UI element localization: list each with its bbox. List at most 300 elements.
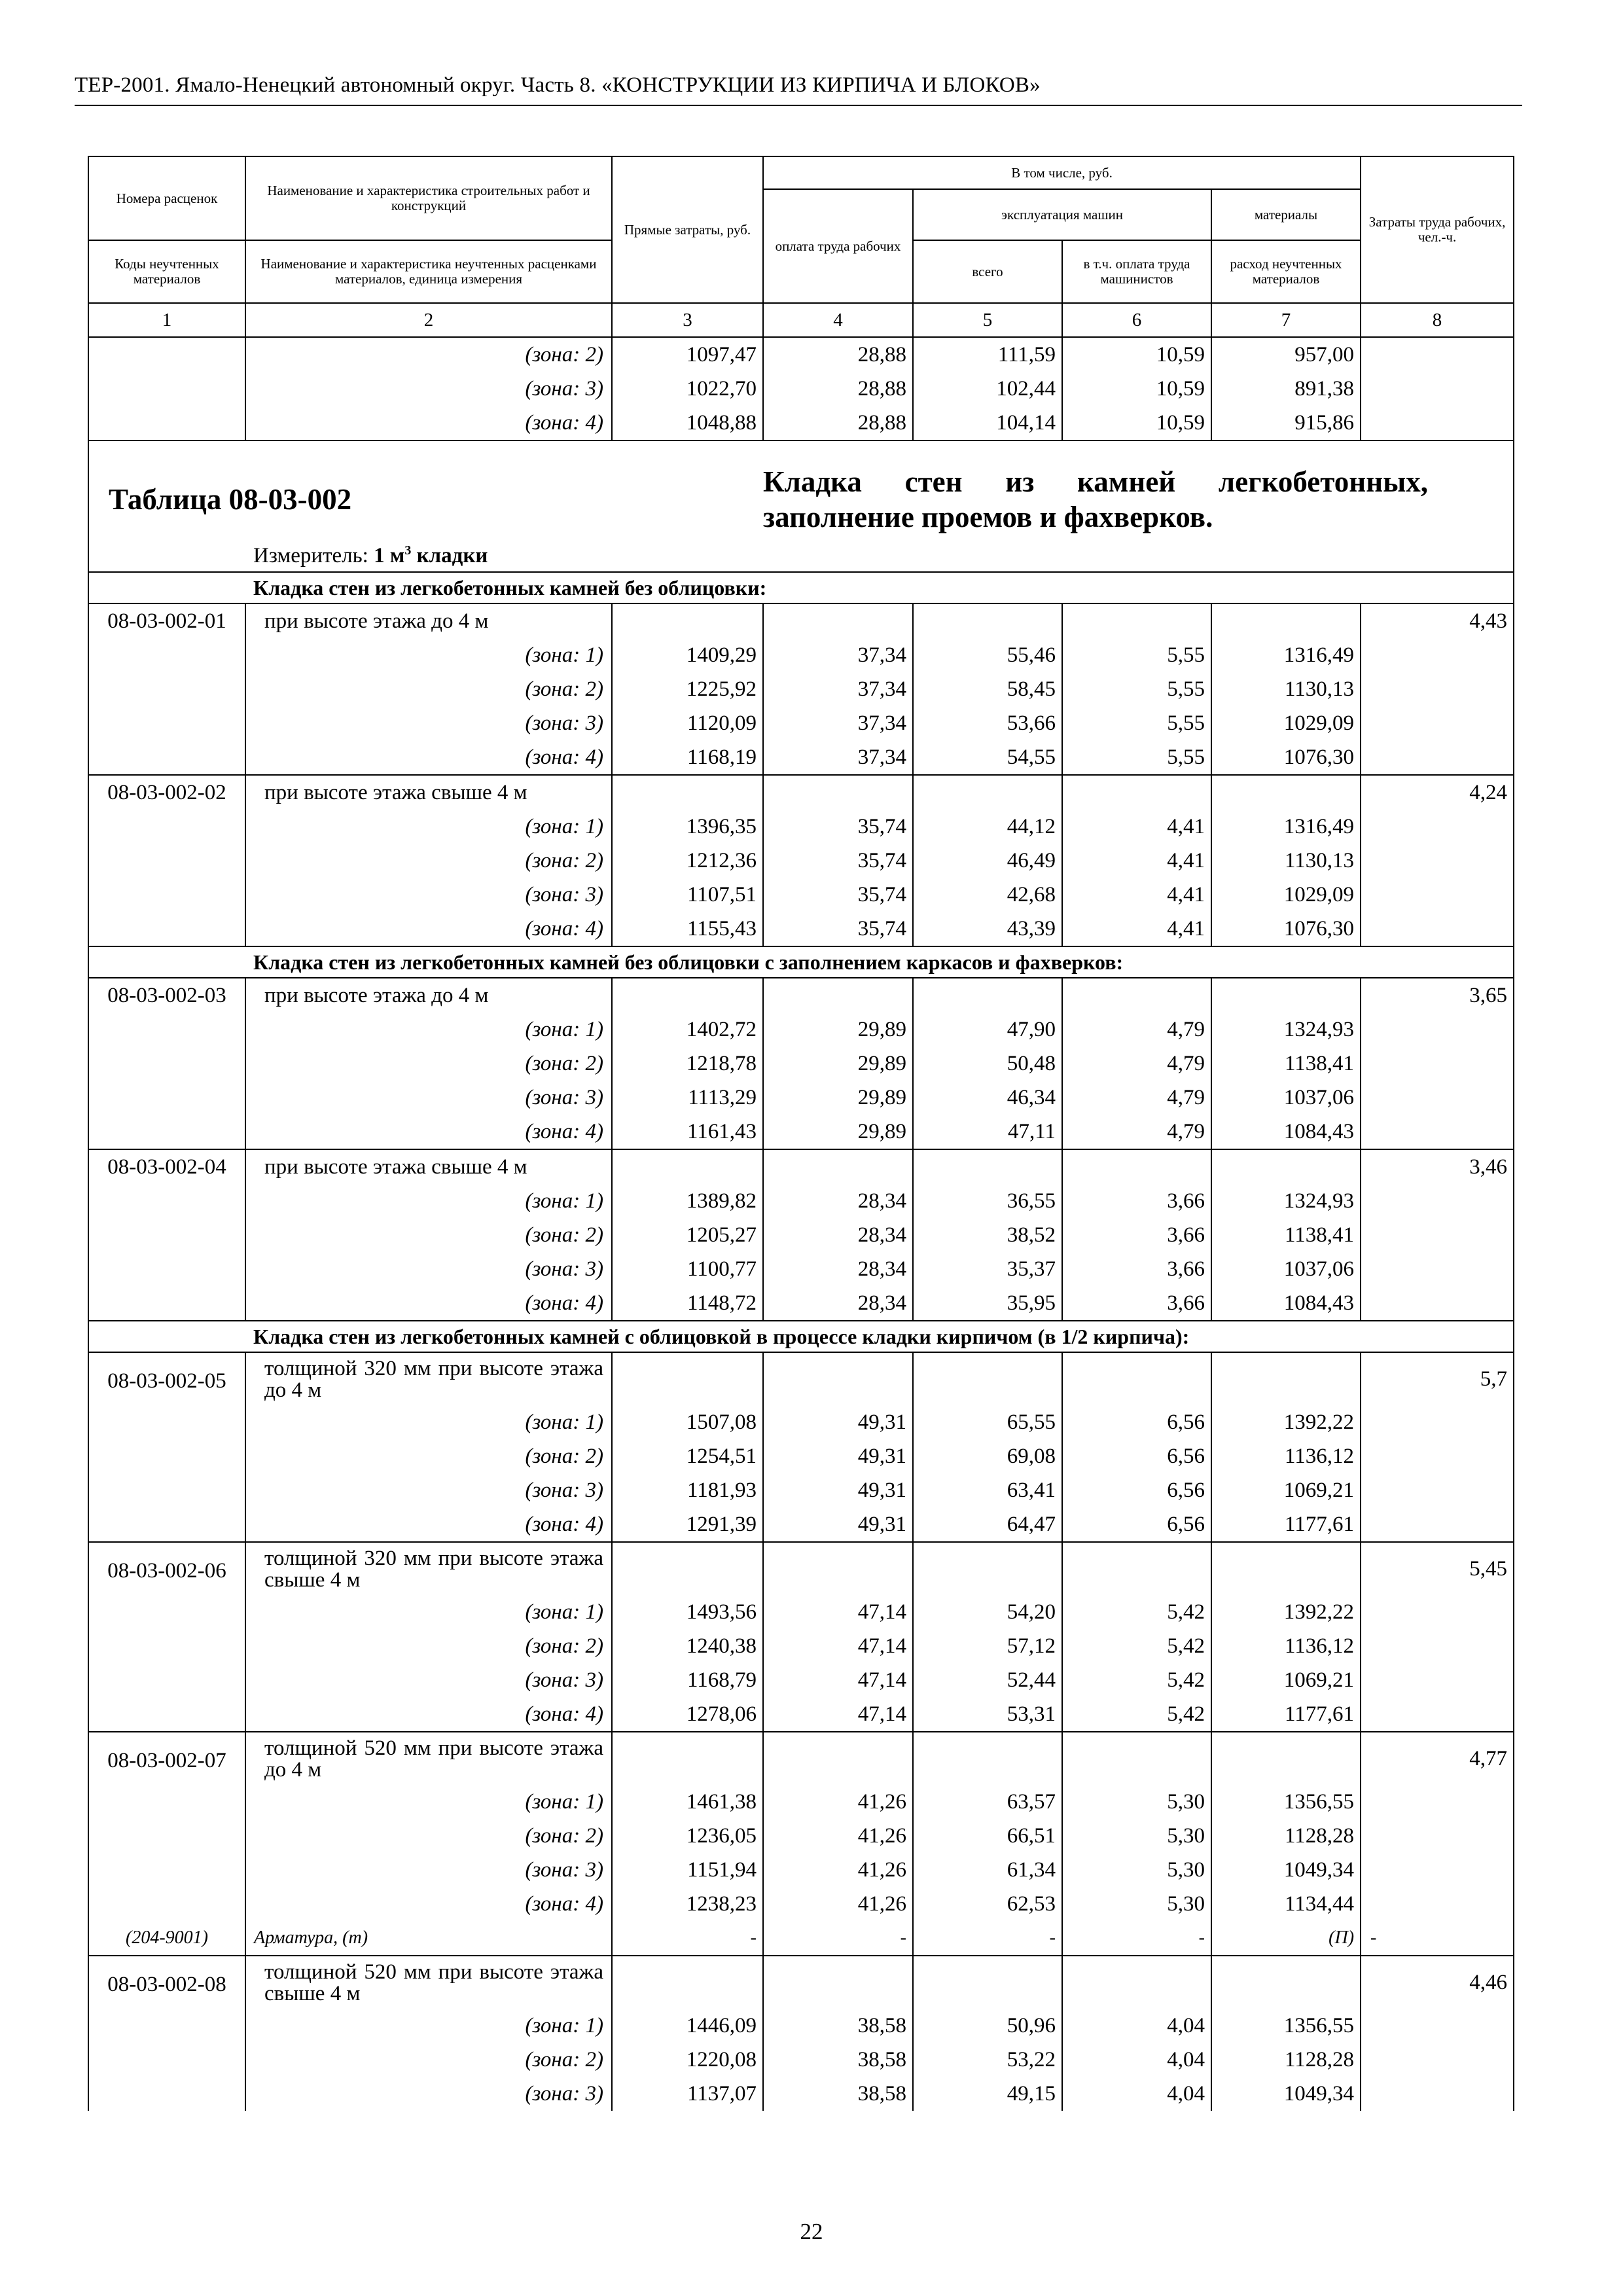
rate-code: 08-03-002-07 xyxy=(88,1732,245,1785)
section-title-row xyxy=(88,572,1514,603)
value-cell: 28,88 xyxy=(763,372,913,406)
value-cell: 63,41 xyxy=(913,1473,1062,1507)
zone-row xyxy=(88,1184,1514,1218)
rate-row xyxy=(88,1149,1514,1184)
value-cell: 57,12 xyxy=(913,1629,1062,1663)
rate-code-cell xyxy=(88,1473,245,1507)
value-cell xyxy=(763,1732,913,1785)
rate-code-cell xyxy=(88,1819,245,1853)
zone-row xyxy=(88,406,1514,440)
value-cell: 46,34 xyxy=(913,1081,1062,1115)
zone-row xyxy=(88,1697,1514,1732)
header-material-codes: Коды неучтенных материалов xyxy=(88,240,245,303)
section-title-row xyxy=(88,1321,1514,1352)
value-cell: 1076,30 xyxy=(1211,912,1361,946)
rate-row xyxy=(88,1352,1514,1405)
value-cell xyxy=(1062,603,1211,638)
value-cell xyxy=(1062,1956,1211,2009)
value-cell: 5,30 xyxy=(1062,1887,1211,1921)
value-cell: 38,58 xyxy=(763,2043,913,2077)
value-cell xyxy=(1062,978,1211,1013)
labor-cell xyxy=(1361,2077,1514,2111)
zone-row xyxy=(88,1507,1514,1542)
value-cell: 28,34 xyxy=(763,1184,913,1218)
rate-code-cell xyxy=(88,1697,245,1732)
rate-code-cell xyxy=(88,1115,245,1149)
rate-code: 08-03-002-01 xyxy=(88,603,245,638)
value-cell xyxy=(1211,978,1361,1013)
value-cell: 5,30 xyxy=(1062,1853,1211,1887)
labor-cell xyxy=(1361,706,1514,740)
column-number: 5 xyxy=(913,303,1062,337)
zone-label: (зона: 3) xyxy=(245,706,612,740)
value-cell: 1212,36 xyxy=(612,844,763,878)
value-cell: 1236,05 xyxy=(612,1819,763,1853)
value-cell: 1254,51 xyxy=(612,1439,763,1473)
section-title: Кладка стен из легкобетонных камней без облицовки с заполнением каркасов и фахверков: xyxy=(245,946,1514,978)
value-cell xyxy=(1211,1352,1361,1405)
value-cell: 10,59 xyxy=(1062,372,1211,406)
header-rule xyxy=(75,105,1522,106)
material-name: Арматура, (т) xyxy=(245,1921,612,1956)
value-cell: 1069,21 xyxy=(1211,1473,1361,1507)
rate-description: при высоте этажа до 4 м xyxy=(245,603,612,638)
value-cell: 1130,13 xyxy=(1211,844,1361,878)
value-cell: 37,34 xyxy=(763,672,913,706)
value-cell: - xyxy=(612,1921,763,1956)
value-cell: 1155,43 xyxy=(612,912,763,946)
header-direct-costs: Прямые затраты, руб. xyxy=(612,156,763,303)
rate-code: 08-03-002-02 xyxy=(88,775,245,810)
zone-row xyxy=(88,1439,1514,1473)
value-cell: 1402,72 xyxy=(612,1013,763,1047)
value-cell: 28,34 xyxy=(763,1252,913,1286)
value-cell: 1128,28 xyxy=(1211,1819,1361,1853)
rate-code-cell xyxy=(88,1507,245,1542)
value-cell: 4,41 xyxy=(1062,912,1211,946)
zone-label: (зона: 1) xyxy=(245,1013,612,1047)
value-cell: 1316,49 xyxy=(1211,810,1361,844)
value-cell: 35,74 xyxy=(763,844,913,878)
header-machines-total: всего xyxy=(913,240,1062,303)
labor-value: 3,46 xyxy=(1361,1149,1514,1184)
value-cell: 5,30 xyxy=(1062,1819,1211,1853)
value-cell: 63,57 xyxy=(913,1785,1062,1819)
value-cell xyxy=(763,1352,913,1405)
rate-code-cell xyxy=(88,2077,245,2111)
zone-row xyxy=(88,1218,1514,1252)
value-cell: 1291,39 xyxy=(612,1507,763,1542)
labor-cell xyxy=(1361,1115,1514,1149)
value-cell: 1107,51 xyxy=(612,878,763,912)
value-cell: 66,51 xyxy=(913,1819,1062,1853)
labor-cell xyxy=(1361,1081,1514,1115)
value-cell xyxy=(1062,1732,1211,1785)
rate-code-cell xyxy=(88,638,245,672)
zone-label: (зона: 3) xyxy=(245,2077,612,2111)
value-cell xyxy=(1211,775,1361,810)
rate-code-cell xyxy=(88,2043,245,2077)
zone-label: (зона: 3) xyxy=(245,878,612,912)
zone-row xyxy=(88,1081,1514,1115)
table-title-row xyxy=(88,440,1514,535)
labor-cell xyxy=(1361,1184,1514,1218)
zone-row xyxy=(88,1887,1514,1921)
rate-code-cell xyxy=(88,372,245,406)
value-cell xyxy=(1211,1732,1361,1785)
labor-cell xyxy=(1361,1218,1514,1252)
rate-code-cell xyxy=(88,1184,245,1218)
header-machines: эксплуатация машин xyxy=(913,189,1211,240)
value-cell: 1316,49 xyxy=(1211,638,1361,672)
zone-label: (зона: 2) xyxy=(245,337,612,372)
value-cell: 1493,56 xyxy=(612,1595,763,1629)
zone-row xyxy=(88,706,1514,740)
rate-code-cell xyxy=(88,1663,245,1697)
rate-code-cell xyxy=(88,1047,245,1081)
value-cell: 1205,27 xyxy=(612,1218,763,1252)
value-cell: 62,53 xyxy=(913,1887,1062,1921)
value-cell: 1134,44 xyxy=(1211,1887,1361,1921)
zone-row xyxy=(88,2043,1514,2077)
labor-cell xyxy=(1361,406,1514,440)
material-row xyxy=(88,1921,1514,1956)
zone-row xyxy=(88,1663,1514,1697)
value-cell: 50,48 xyxy=(913,1047,1062,1081)
value-cell: 5,42 xyxy=(1062,1697,1211,1732)
value-cell: 5,55 xyxy=(1062,706,1211,740)
table-number: Таблица 08-03-002 xyxy=(88,440,763,535)
value-cell: 38,58 xyxy=(763,2009,913,2043)
value-cell xyxy=(913,775,1062,810)
value-cell: 1049,34 xyxy=(1211,1853,1361,1887)
zone-row xyxy=(88,1013,1514,1047)
value-cell: 47,14 xyxy=(763,1595,913,1629)
value-cell: 65,55 xyxy=(913,1405,1062,1439)
zone-row xyxy=(88,2077,1514,2111)
labor-cell xyxy=(1361,1286,1514,1321)
rate-code-cell xyxy=(88,2009,245,2043)
labor-cell xyxy=(1361,1697,1514,1732)
rate-description: толщиной 520 мм при высоте этажа до 4 м xyxy=(245,1732,612,1785)
value-cell: 69,08 xyxy=(913,1439,1062,1473)
value-cell: 35,74 xyxy=(763,878,913,912)
value-cell: 6,56 xyxy=(1062,1405,1211,1439)
zone-row xyxy=(88,337,1514,372)
zone-label: (зона: 2) xyxy=(245,2043,612,2077)
zone-label: (зона: 3) xyxy=(245,1081,612,1115)
value-cell xyxy=(913,1352,1062,1405)
zone-label: (зона: 4) xyxy=(245,912,612,946)
value-cell: 37,34 xyxy=(763,638,913,672)
column-number: 7 xyxy=(1211,303,1361,337)
value-cell: 47,14 xyxy=(763,1697,913,1732)
column-number: 2 xyxy=(245,303,612,337)
value-cell: 4,41 xyxy=(1062,878,1211,912)
value-cell: 4,79 xyxy=(1062,1115,1211,1149)
labor-cell xyxy=(1361,844,1514,878)
zone-label: (зона: 1) xyxy=(245,638,612,672)
value-cell: 1389,82 xyxy=(612,1184,763,1218)
measure-exponent: 3 xyxy=(404,543,412,558)
labor-cell xyxy=(1361,1629,1514,1663)
rate-code: 08-03-002-03 xyxy=(88,978,245,1013)
value-cell: 10,59 xyxy=(1062,337,1211,372)
value-cell: 1029,09 xyxy=(1211,878,1361,912)
labor-cell xyxy=(1361,2009,1514,2043)
zone-label: (зона: 4) xyxy=(245,740,612,775)
value-cell: 43,39 xyxy=(913,912,1062,946)
zone-row xyxy=(88,672,1514,706)
value-cell: 4,79 xyxy=(1062,1013,1211,1047)
value-cell: 36,55 xyxy=(913,1184,1062,1218)
zone-label: (зона: 3) xyxy=(245,1252,612,1286)
zone-row xyxy=(88,878,1514,912)
value-cell: 1084,43 xyxy=(1211,1286,1361,1321)
zone-row xyxy=(88,372,1514,406)
labor-cell xyxy=(1361,740,1514,775)
value-cell xyxy=(913,603,1062,638)
value-cell: 35,37 xyxy=(913,1252,1062,1286)
value-cell: 5,42 xyxy=(1062,1595,1211,1629)
value-cell: 28,34 xyxy=(763,1286,913,1321)
value-cell xyxy=(763,603,913,638)
value-cell: 54,55 xyxy=(913,740,1062,775)
zone-label: (зона: 2) xyxy=(245,844,612,878)
value-cell: 41,26 xyxy=(763,1887,913,1921)
value-cell: 3,66 xyxy=(1062,1252,1211,1286)
value-cell: 3,66 xyxy=(1062,1184,1211,1218)
zone-label: (зона: 3) xyxy=(245,1853,612,1887)
column-number: 6 xyxy=(1062,303,1211,337)
rate-code-cell xyxy=(88,1785,245,1819)
labor-value: 5,45 xyxy=(1361,1542,1514,1595)
rate-code-cell xyxy=(88,1405,245,1439)
rate-code-cell xyxy=(88,912,245,946)
value-cell xyxy=(913,1149,1062,1184)
measure xyxy=(245,535,1514,572)
zone-row xyxy=(88,1115,1514,1149)
value-cell: 1084,43 xyxy=(1211,1115,1361,1149)
value-cell xyxy=(913,1542,1062,1595)
value-cell: 6,56 xyxy=(1062,1439,1211,1473)
material-code: (204-9001) xyxy=(88,1921,245,1956)
value-cell: 1177,61 xyxy=(1211,1697,1361,1732)
rate-code: 08-03-002-08 xyxy=(88,1956,245,2009)
value-cell: 29,89 xyxy=(763,1047,913,1081)
value-cell: 28,88 xyxy=(763,337,913,372)
rate-code-cell xyxy=(88,672,245,706)
value-cell: 38,52 xyxy=(913,1218,1062,1252)
rate-description: при высоте этажа до 4 м xyxy=(245,978,612,1013)
value-cell: 1128,28 xyxy=(1211,2043,1361,2077)
labor-cell xyxy=(1361,878,1514,912)
value-cell xyxy=(612,978,763,1013)
labor-cell xyxy=(1361,337,1514,372)
section-title: Кладка стен из легкобетонных камней без облицовки: xyxy=(245,572,1514,603)
value-cell: 1168,19 xyxy=(612,740,763,775)
value-cell: 37,34 xyxy=(763,740,913,775)
value-cell xyxy=(763,1149,913,1184)
labor-value: 4,24 xyxy=(1361,775,1514,810)
value-cell: 1037,06 xyxy=(1211,1252,1361,1286)
value-cell: 1076,30 xyxy=(1211,740,1361,775)
value-cell: 37,34 xyxy=(763,706,913,740)
value-cell: 111,59 xyxy=(913,337,1062,372)
value-cell xyxy=(612,1352,763,1405)
value-cell: 49,31 xyxy=(763,1405,913,1439)
zone-row xyxy=(88,810,1514,844)
value-cell: 1148,72 xyxy=(612,1286,763,1321)
value-cell: 29,89 xyxy=(763,1081,913,1115)
value-cell xyxy=(1062,775,1211,810)
zone-label: (зона: 4) xyxy=(245,1697,612,1732)
value-cell xyxy=(913,1732,1062,1785)
value-cell: 28,88 xyxy=(763,406,913,440)
labor-value: 4,43 xyxy=(1361,603,1514,638)
value-cell: 1048,88 xyxy=(612,406,763,440)
value-cell: 957,00 xyxy=(1211,337,1361,372)
rate-code-cell xyxy=(88,337,245,372)
rate-description: при высоте этажа свыше 4 м xyxy=(245,775,612,810)
header-rate-numbers: Номера расценок xyxy=(88,156,245,240)
zone-label: (зона: 1) xyxy=(245,1405,612,1439)
value-cell: 1392,22 xyxy=(1211,1595,1361,1629)
value-cell: (П) xyxy=(1211,1921,1361,1956)
value-cell: 4,79 xyxy=(1062,1047,1211,1081)
value-cell: 3,66 xyxy=(1062,1218,1211,1252)
header-labor: Затраты труда рабочих, чел.-ч. xyxy=(1361,156,1514,303)
rate-code-cell xyxy=(88,406,245,440)
running-title: ТЕР-2001. Ямало-Ненецкий автономный округ. Часть 8. «КОНСТРУКЦИИ ИЗ КИРПИЧА И БЛОКОВ» xyxy=(75,73,1041,97)
zone-row xyxy=(88,1286,1514,1321)
zone-row xyxy=(88,2009,1514,2043)
value-cell xyxy=(612,775,763,810)
value-cell: 5,55 xyxy=(1062,740,1211,775)
value-cell: 47,14 xyxy=(763,1663,913,1697)
column-number: 8 xyxy=(1361,303,1514,337)
value-cell: 42,68 xyxy=(913,878,1062,912)
section-spacer xyxy=(88,1321,245,1352)
value-cell: 1220,08 xyxy=(612,2043,763,2077)
value-cell xyxy=(763,775,913,810)
value-cell xyxy=(1062,1542,1211,1595)
value-cell: 38,58 xyxy=(763,2077,913,2111)
value-cell: 1137,07 xyxy=(612,2077,763,2111)
measure-row xyxy=(88,535,1514,572)
value-cell: 891,38 xyxy=(1211,372,1361,406)
value-cell: 5,55 xyxy=(1062,672,1211,706)
value-cell: 1177,61 xyxy=(1211,1507,1361,1542)
value-cell: 1168,79 xyxy=(612,1663,763,1697)
value-cell: 54,20 xyxy=(913,1595,1062,1629)
value-cell: 53,22 xyxy=(913,2043,1062,2077)
zone-label: (зона: 2) xyxy=(245,1218,612,1252)
value-cell: 5,42 xyxy=(1062,1663,1211,1697)
rate-code: 08-03-002-06 xyxy=(88,1542,245,1595)
value-cell: 49,31 xyxy=(763,1507,913,1542)
measure-suffix: кладки xyxy=(411,544,488,567)
rate-code-cell xyxy=(88,706,245,740)
value-cell: 1396,35 xyxy=(612,810,763,844)
value-cell: 1130,13 xyxy=(1211,672,1361,706)
value-cell xyxy=(612,1732,763,1785)
zone-row xyxy=(88,1252,1514,1286)
zone-row xyxy=(88,1819,1514,1853)
rate-description: толщиной 520 мм при высоте этажа свыше 4 м xyxy=(245,1956,612,2009)
labor-cell xyxy=(1361,672,1514,706)
zone-row xyxy=(88,844,1514,878)
value-cell: 1409,29 xyxy=(612,638,763,672)
value-cell: 1097,47 xyxy=(612,337,763,372)
header-materials: материалы xyxy=(1211,189,1361,240)
value-cell: 1161,43 xyxy=(612,1115,763,1149)
labor-value: 3,65 xyxy=(1361,978,1514,1013)
labor-cell xyxy=(1361,638,1514,672)
measure-prefix: Измеритель: xyxy=(253,544,374,567)
value-cell: 1225,92 xyxy=(612,672,763,706)
value-cell: 50,96 xyxy=(913,2009,1062,2043)
labor-cell xyxy=(1361,372,1514,406)
section-title: Кладка стен из легкобетонных камней с облицовкой в процессе кладки кирпичом (в 1/2 кирпича): xyxy=(245,1321,1514,1352)
labor-cell xyxy=(1361,1047,1514,1081)
rate-row xyxy=(88,1956,1514,2009)
header-machinist-wages: в т.ч. оплата труда машинистов xyxy=(1062,240,1211,303)
value-cell: 1392,22 xyxy=(1211,1405,1361,1439)
value-cell: 28,34 xyxy=(763,1218,913,1252)
rate-code-cell xyxy=(88,1252,245,1286)
value-cell: 6,56 xyxy=(1062,1473,1211,1507)
value-cell: 4,79 xyxy=(1062,1081,1211,1115)
value-cell: 1238,23 xyxy=(612,1887,763,1921)
zone-label: (зона: 3) xyxy=(245,372,612,406)
zone-label: (зона: 2) xyxy=(245,1439,612,1473)
zone-row xyxy=(88,1853,1514,1887)
value-cell: 35,74 xyxy=(763,912,913,946)
zone-row xyxy=(88,1473,1514,1507)
labor-cell xyxy=(1361,912,1514,946)
value-cell: 53,66 xyxy=(913,706,1062,740)
value-cell: 1240,38 xyxy=(612,1629,763,1663)
section-spacer xyxy=(88,572,245,603)
labor-cell xyxy=(1361,810,1514,844)
value-cell: 41,26 xyxy=(763,1853,913,1887)
column-number: 4 xyxy=(763,303,913,337)
rate-code-cell xyxy=(88,1081,245,1115)
value-cell: 58,45 xyxy=(913,672,1062,706)
section-spacer xyxy=(88,946,245,978)
value-cell: 1218,78 xyxy=(612,1047,763,1081)
measure-spacer xyxy=(88,535,245,572)
value-cell: 44,12 xyxy=(913,810,1062,844)
rate-description: при высоте этажа свыше 4 м xyxy=(245,1149,612,1184)
rate-code: 08-03-002-05 xyxy=(88,1352,245,1405)
zone-label: (зона: 3) xyxy=(245,1473,612,1507)
value-cell: 41,26 xyxy=(763,1785,913,1819)
labor-value: 4,46 xyxy=(1361,1956,1514,2009)
rate-description: толщиной 320 мм при высоте этажа до 4 м xyxy=(245,1352,612,1405)
value-cell: 1324,93 xyxy=(1211,1184,1361,1218)
value-cell xyxy=(1211,1149,1361,1184)
value-cell: 1138,41 xyxy=(1211,1047,1361,1081)
value-cell: - xyxy=(913,1921,1062,1956)
zone-row xyxy=(88,1405,1514,1439)
labor-cell xyxy=(1361,1439,1514,1473)
value-cell: 1446,09 xyxy=(612,2009,763,2043)
section-title-row xyxy=(88,946,1514,978)
value-cell xyxy=(1211,603,1361,638)
rate-row xyxy=(88,978,1514,1013)
